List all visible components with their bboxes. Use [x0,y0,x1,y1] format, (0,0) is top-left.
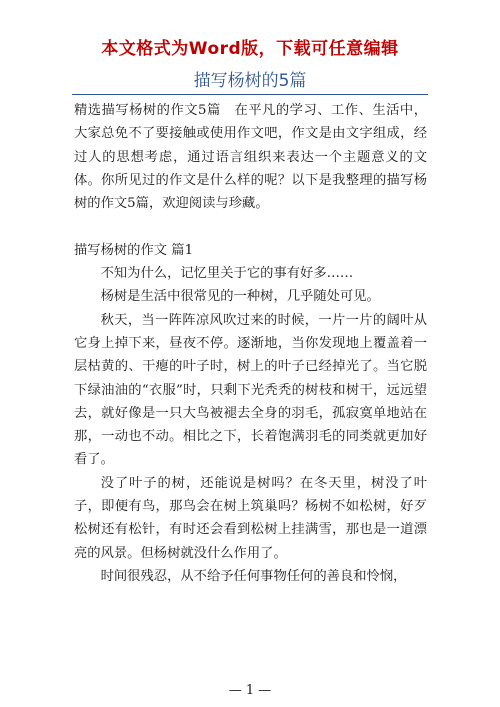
body-paragraph: 没了叶子的树，还能说是树吗？在冬天里，树没了叶子，即便有鸟，那鸟会在树上筑巢吗？杨树不如松树，好歹松树还有松针，有时还会看到松树上挂满雪，那也是一道漂亮的风景。但杨树就没什么作用了。 [74,475,427,561]
body-paragraph: 时间很残忍，从不给予任何事物任何的善良和怜悯， [100,568,407,584]
document-title: 描写杨树的5篇 [193,71,307,91]
body-paragraph: 秋天，当一阵阵凉风吹过来的时候，一片一片的阔叶从它身上掉下来，昼夜不停。逐渐地，当你发现地上覆盖着一层枯黄的、干瘪的叶子时，树上的叶子已经掉光了。当它脱下绿油油的“衣服”时，只剩下光秃秃的树枝和树干，远远望去，就好像是一只大鸟被褪去全身的羽毛，孤寂寞单地站在那，一动也不动。相比之下，长着饱满羽毛的同类就更加好看了。 [74,312,427,468]
body-paragraph: 不知为什么，记忆里关于它的事有好多…… [100,266,354,282]
section-heading: 描写杨树的作文 篇1 [74,242,194,258]
title-divider [72,94,428,95]
page-number: — 1 — [228,683,272,698]
download-banner: 本文格式为Word版，下载可任意编辑 [101,39,399,59]
document-body [74,99,427,588]
paragraph-spacer [74,215,427,238]
body-paragraph: 杨树是生活中很常见的一种树，几乎随处可见。 [100,289,380,305]
intro-paragraph: 精选描写杨树的作文5篇 在平凡的学习、工作、生活中，大家总免不了要接触或使用作文吧，作文是由文字组成，经过人的思想考虑，通过语言组织来表达一个主题意义的文体。你所见过的作文是什么样的呢？以下是我整理的描写杨树的作文5篇，欢迎阅读与珍藏。 [74,103,427,212]
